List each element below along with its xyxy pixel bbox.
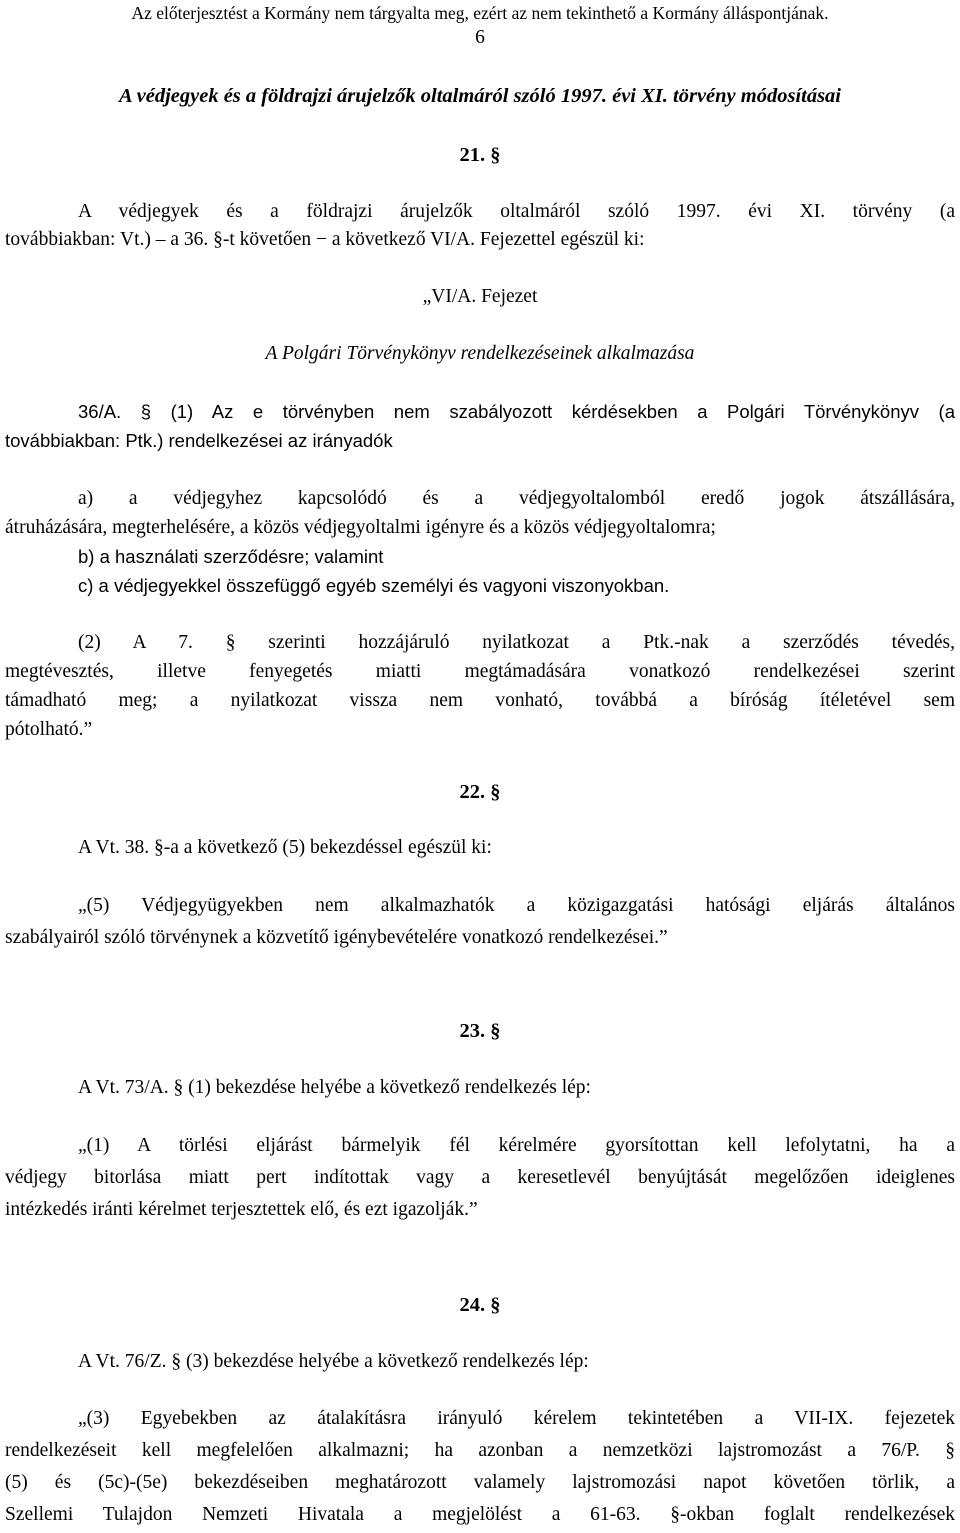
article-36a-para1-line2: továbbiakban: Ptk.) rendelkezései az irányadók <box>5 430 393 451</box>
section-22-intro: A Vt. 38. §-a a következő (5) bekezdéssel egészül ki: <box>78 837 492 858</box>
section-22-heading: 22. § <box>459 781 501 803</box>
article-36a-para1-line1: 36/A. § (1) Az e törvényben nem szabályozott kérdésekben a Polgári Törvénykönyv (a <box>78 401 955 422</box>
section-23-heading: 23. § <box>459 1020 501 1042</box>
article-36a-para2-line2: megtévesztés, illetve fenyegetés miatti megtámadására vonatkozó rendelkezései szerint <box>5 661 955 682</box>
government-notice: Az előterjesztést a Kormány nem tárgyalta meg, ezért az nem tekinthető a Kormány álláspontjának. <box>131 3 829 23</box>
point-a-line1: a) a védjegyhez kapcsolódó és a védjegyoltalomból eredő jogok átszállására, <box>78 488 955 509</box>
section-21-heading: 21. § <box>459 144 501 166</box>
point-b: b) a használati szerződésre; valamint <box>78 546 384 567</box>
section-23-quote-line2: védjegy bitorlása miatt pert indítottak vagy a keresetlevél benyújtását megelőzően ideiglenes <box>5 1167 955 1188</box>
page-number: 6 <box>475 27 485 48</box>
point-a-line2: átruházására, megterhelésére, a közös védjegyoltalmi igényre és a közös védjegyoltalomra; <box>5 517 716 538</box>
section-24-intro: A Vt. 76/Z. § (3) bekezdése helyébe a következő rendelkezés lép: <box>78 1351 589 1372</box>
document-title: A védjegyek és a földrajzi árujelzők oltalmáról szóló 1997. évi XI. törvény módosításai <box>118 85 842 107</box>
section-24-quote-line1: „(3) Egyebekben az átalakításra irányuló kérelem tekintetében a VII-IX. fejezetek <box>78 1408 955 1429</box>
chapter-title: A Polgári Törvénykönyv rendelkezéseinek alkalmazása <box>265 343 695 364</box>
section-24-quote-line3: (5) és (5c)-(5e) bekezdéseiben meghatározott valamely lajstromozási napot követően törlik, a <box>5 1472 955 1493</box>
article-36a-para2-line3: támadható meg; a nyilatkozat vissza nem vonható, továbbá a bíróság ítéletével sem <box>5 690 955 711</box>
section-22-quote-line2: szabályairól szóló törvénynek a közvetítő igénybevételére vonatkozó rendelkezései.” <box>5 927 668 948</box>
section-23-intro: A Vt. 73/A. § (1) bekezdése helyébe a következő rendelkezés lép: <box>78 1077 591 1098</box>
article-36a-para2-line1: (2) A 7. § szerinti hozzájáruló nyilatkozat a Ptk.-nak a szerződés tévedés, <box>78 632 955 653</box>
section-22-quote-line1: „(5) Védjegyügyekben nem alkalmazhatók a közigazgatási hatósági eljárás általános <box>78 895 955 916</box>
point-c: c) a védjegyekkel összefüggő egyéb személyi és vagyoni viszonyokban. <box>78 575 670 596</box>
section-21-intro-line2: továbbiakban: Vt.) – a 36. §-t követően − a következő VI/A. Fejezettel egészül ki: <box>5 229 645 250</box>
section-23-quote-line1: „(1) A törlési eljárást bármelyik fél kérelmére gyorsítottan kell lefolytatni, ha a <box>78 1135 955 1156</box>
section-24-quote-line4: Szellemi Tulajdon Nemzeti Hivatala a megjelölést a 61-63. §-okban foglalt rendelkezések <box>5 1504 955 1525</box>
section-21-intro-line1: A védjegyek és a földrajzi árujelzők oltalmáról szóló 1997. évi XI. törvény (a <box>78 201 955 222</box>
section-24-heading: 24. § <box>459 1294 501 1316</box>
article-36a-para2-line4: pótolható.” <box>5 719 93 740</box>
chapter-heading: „VI/A. Fejezet <box>422 286 538 307</box>
section-23-quote-line3: intézkedés iránti kérelmet terjesztettek elő, és ezt igazolják.” <box>5 1199 478 1220</box>
section-24-quote-line2: rendelkezéseit kell megfelelően alkalmazni; ha azonban a nemzetközi lajstromozást a 76/P. § <box>5 1440 955 1461</box>
